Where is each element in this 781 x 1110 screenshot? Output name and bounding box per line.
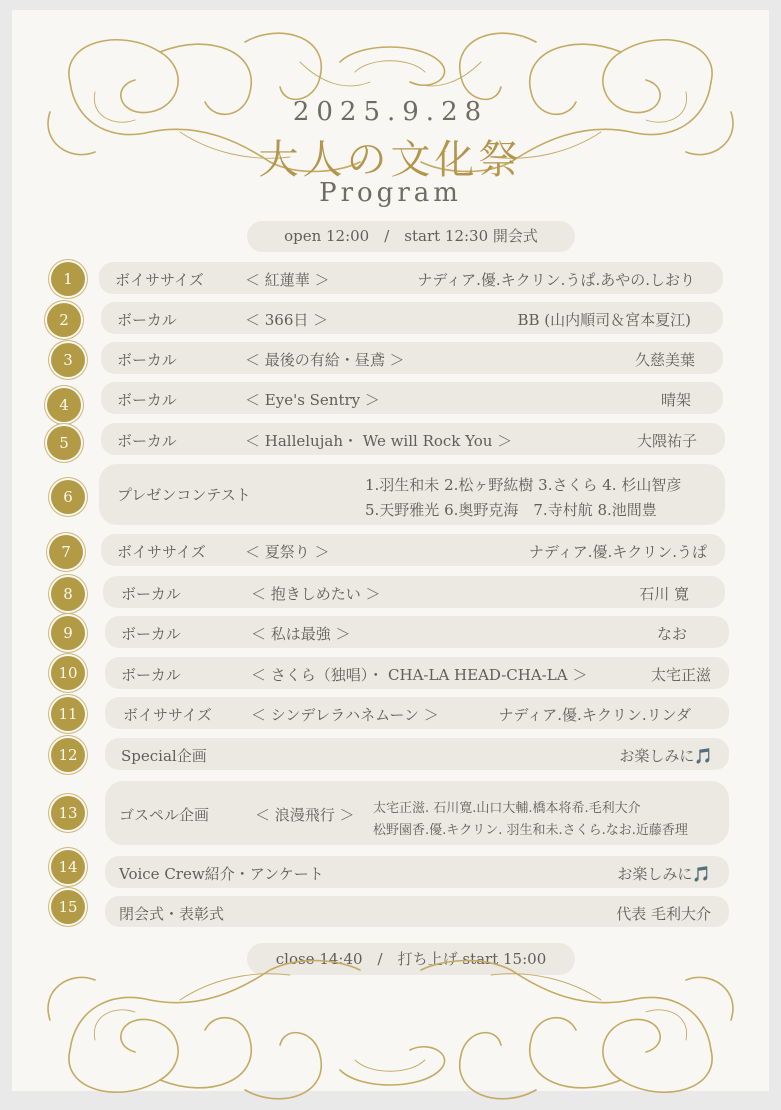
category-label: ボーカル: [121, 585, 181, 603]
performer: お楽しみに🎵: [619, 747, 713, 765]
program-row: [105, 616, 729, 648]
song-title: ＜ 浪漫飛行 ＞: [255, 806, 355, 824]
program-row: [101, 342, 723, 374]
program-row: [105, 896, 729, 927]
close-info: close 14:40 / 打ち上げ start 15:00: [247, 943, 575, 975]
category-label: ボーカル: [117, 351, 177, 369]
program-row: [105, 657, 729, 689]
performer: ナディア.優.キクリン.うぱ.あやの.しおり: [417, 271, 695, 289]
item-number: 11: [51, 697, 85, 731]
program-row: [101, 423, 725, 455]
program-row: [99, 464, 725, 525]
song-title: ＜ Hallelujah・ We will Rock You ＞: [245, 432, 513, 450]
item-number: 13: [51, 796, 85, 830]
performer-line-2: 松野園香.優.キクリン. 羽生和未.さくら.なお.近藤香理: [373, 823, 688, 838]
category-label: 閉会式・表彰式: [119, 905, 225, 923]
program-row: [99, 262, 723, 294]
category-label: ボーカル: [117, 391, 177, 409]
event-date: 2025.9.28: [292, 97, 489, 127]
performer: なお: [656, 625, 687, 643]
song-title: ＜ さくら（独唱）・ CHA-LA HEAD-CHA-LA ＞: [251, 666, 588, 684]
performer: お楽しみに🎵: [617, 865, 711, 883]
program-row: [105, 856, 729, 888]
program-row: [101, 382, 723, 414]
program-row: [105, 697, 729, 729]
item-number: 14: [51, 850, 85, 884]
item-number: 5: [47, 426, 81, 460]
performer: ナディア.優.キクリン.リンダ: [498, 706, 691, 724]
item-number: 9: [51, 616, 85, 650]
item-number: 15: [51, 890, 85, 924]
category-label: ボーカル: [117, 432, 177, 450]
item-number: 8: [51, 577, 85, 611]
program-row: [105, 738, 729, 770]
category-label: ボイササイズ: [115, 271, 204, 289]
category-label: Voice Crew紹介・アンケート: [119, 865, 324, 883]
performer: ナディア.優.キクリン.うぱ: [528, 543, 707, 561]
performer: 久慈美葉: [634, 351, 695, 369]
item-number: 10: [51, 656, 85, 690]
item-number: 2: [47, 303, 81, 337]
category-label: ボイササイズ: [123, 706, 212, 724]
item-number: 12: [51, 738, 85, 772]
category-label: ボーカル: [121, 666, 181, 684]
category-label: ボーカル: [117, 311, 177, 329]
category-label: プレゼンコンテスト: [117, 486, 251, 504]
program-row: [101, 534, 725, 566]
song-title: ＜ シンデレラハネムーン ＞: [251, 706, 439, 724]
performer: 石川 寛: [639, 585, 689, 603]
performer: BB (山内順司＆宮本夏江): [517, 311, 691, 329]
program-heading: Program: [319, 178, 462, 208]
program-row: [103, 576, 725, 608]
song-title: ＜ 抱きしめたい ＞: [251, 585, 381, 603]
song-title: ＜ 紅蓮華 ＞: [245, 271, 330, 289]
song-title: ＜ 夏祭り ＞: [245, 543, 330, 561]
item-number: 4: [47, 388, 81, 422]
open-info: open 12:00 / start 12:30 開会式: [247, 221, 575, 252]
performer: 大隈祐子: [636, 432, 697, 450]
ornament-bottom: [0, 930, 781, 1110]
performer: 太宅正滋: [650, 666, 711, 684]
item-number: 1: [51, 262, 85, 296]
item-number: 6: [51, 480, 85, 514]
song-title: ＜ 最後の有給・昼鳶 ＞: [245, 351, 405, 369]
program-row: [101, 302, 723, 334]
category-label: ボイササイズ: [117, 543, 206, 561]
song-title: ＜ Eye's Sentry ＞: [245, 391, 380, 409]
item-number: 3: [51, 343, 85, 377]
category-label: ゴスペル企画: [119, 806, 210, 824]
performer: 晴架: [660, 391, 691, 409]
category-label: ボーカル: [121, 625, 181, 643]
song-title: ＜ 私は最強 ＞: [251, 625, 351, 643]
song-title: ＜ 366日 ＞: [245, 311, 329, 329]
performer-line-1: 太宅正滋. 石川寛.山口大輔.橋本将希.毛利大介: [373, 801, 641, 816]
category-label: Special企画: [121, 747, 207, 765]
program-row: [105, 781, 729, 845]
item-number: 7: [49, 535, 83, 569]
event-title: 大人の文化祭: [258, 137, 523, 183]
performer-line-1: 1.羽生和未 2.松ヶ野紘樹 3.さくら 4. 杉山智彦: [365, 476, 682, 494]
performer-line-2: 5.天野雅光 6.奥野克海 7.寺村航 8.池間豊: [365, 501, 657, 519]
performer: 代表 毛利大介: [616, 905, 711, 923]
